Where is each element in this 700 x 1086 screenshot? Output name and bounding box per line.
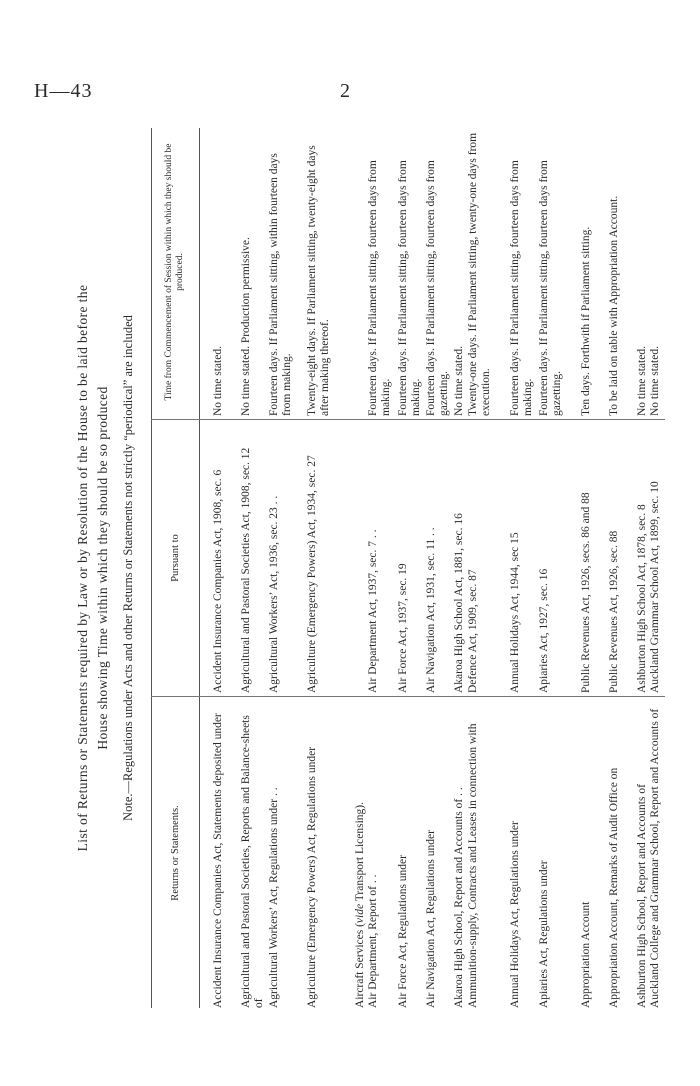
pursuant-cell: Public Revenues Act, 1926, sec. 88 [608, 530, 620, 693]
returns-cell: Ammunition-supply, Contracts and Leases in connection with [467, 723, 479, 1008]
time-cell: Twenty-eight days. If Parliament sitting, twenty-eight days after making thereof. [306, 145, 331, 416]
italic-word: vide [354, 903, 366, 924]
table-row [425, 128, 451, 1008]
table-row [397, 128, 423, 1008]
returns-main-line: Air Department, Report of . . [367, 874, 379, 1008]
page-number: 2 [340, 80, 351, 102]
pursuant-cell: Air Department Act, 1937, sec. 7 . . [367, 529, 379, 693]
returns-cell [354, 704, 380, 1008]
returns-cell: Agricultural Workers’ Act, Regulations under . . [268, 787, 280, 1008]
returns-cell: Annual Holidays Act, Regulations under [509, 821, 521, 1008]
returns-cell: Ashburton High School, Report and Accounts of [636, 784, 648, 1008]
time-cell: No time stated. [649, 346, 661, 416]
table-row [354, 128, 392, 1008]
column-header-returns: Returns or Statements. [169, 805, 181, 901]
pursuant-cell: Air Force Act, 1937, sec. 19 [397, 563, 409, 693]
header-top-rule [151, 128, 152, 1008]
pursuant-cell: Agricultural Workers’ Act, 1936, sec. 23 . . [268, 495, 280, 693]
time-cell: Fourteen days. If Parliament sitting, fourteen days from gazetting. [425, 160, 450, 416]
time-cell: No time stated. [453, 346, 465, 416]
pursuant-cell: Defence Act, 1909, sec. 87 [467, 569, 479, 693]
title-line-1: List of Returns or Statements required by Law or by Resolution of the House to be laid before the [75, 284, 90, 852]
time-cell: Fourteen days. If Parliament sitting, fourteen days from gazetting. [538, 160, 563, 416]
pursuant-cell: Apiaries Act, 1927, sec. 16 [538, 568, 550, 693]
time-cell: Ten days. Forthwith if Parliament sitting. [580, 226, 592, 416]
table-row [509, 128, 535, 1008]
pursuant-cell: Accident Insurance Companies Act, 1908, sec. 6 [212, 469, 224, 693]
returns-cell: Akaroa High School, Report and Accounts of . . [453, 787, 465, 1008]
time-cell: To be laid on table with Appropriation Account. [608, 195, 620, 416]
returns-cell: Auckland College and Grammar School, Report and Accounts of [649, 708, 661, 1008]
aircraft-services-line [354, 704, 367, 1008]
table-row [453, 128, 467, 1008]
time-cell: Fourteen days. If Parliament sitting, fourteen days from making. [397, 160, 422, 416]
table-row [240, 128, 266, 1008]
pursuant-cell: Public Revenues Act, 1926, secs. 86 and 88 [580, 492, 592, 693]
time-cell: Fourteen days. If Parliament sitting, fourteen days from making. [509, 160, 534, 416]
table-row [306, 128, 332, 1008]
returns-cell: Appropriation Account, Remarks of Audit Office on [608, 767, 620, 1008]
pursuant-cell: Air Navigation Act, 1931, sec. 11 . . [425, 527, 437, 693]
table-row [636, 128, 650, 1008]
pursuant-cell: Agriculture (Emergency Powers) Act, 1934, sec. 27 [306, 455, 318, 693]
italic-suffix: Transport Licensing). [354, 802, 366, 904]
pursuant-cell: Akaroa High School Act, 1881, sec. 16 [453, 513, 465, 693]
column-header-time: Time from Commencement of Session within which they should be produced. [164, 143, 185, 401]
table-row [212, 128, 238, 1008]
page-reference: H—43 [34, 80, 93, 102]
pursuant-cell: Agricultural and Pastoral Societies Act, 1908, sec. 12 [240, 447, 252, 693]
title-line-2: House showing Time within which they should be so produced [95, 386, 110, 750]
italic-prefix: Aircraft Services ( [354, 923, 366, 1008]
pursuant-cell: Auckland Grammar School Act, 1899, sec. 10 [649, 481, 661, 693]
time-cell: Twenty-one days. If Parliament sitting, twenty-one days from execution. [467, 132, 492, 416]
returns-cell: Agriculture (Emergency Powers) Act, Regulations under [306, 746, 318, 1008]
pursuant-cell: Annual Holidays Act, 1944, sec 15 [509, 532, 521, 693]
time-cell: No time stated. Production permissive. [240, 237, 252, 416]
table-row [538, 128, 578, 1008]
returns-cell: Accident Insurance Companies Act, Statements deposited under [212, 713, 224, 1008]
returns-cell: Appropriation Account [580, 901, 592, 1008]
time-cell: Fourteen days. If Parliament sitting, within fourteen days from making. [268, 153, 293, 416]
table-row [268, 128, 294, 1008]
note: Note.—Regulations under Acts and other Returns or Statements not strictly “periodical” are included [121, 315, 135, 821]
table-row [467, 128, 507, 1008]
table-row [649, 128, 675, 1008]
pursuant-cell: Ashburton High School Act, 1878, sec. 8 [636, 504, 648, 693]
returns-cell: Air Navigation Act, Regulations under [425, 830, 437, 1008]
time-cell: Fourteen days. If Parliament sitting, fourteen days from making. [367, 160, 392, 416]
table-row [608, 128, 634, 1008]
table-row [580, 128, 606, 1008]
header-bottom-rule [199, 128, 200, 1008]
returns-cell: Agricultural and Pastoral Societies, Reports and Balance-sheets of [240, 715, 265, 1008]
time-cell: No time stated. [212, 346, 224, 416]
time-cell: No time stated. [636, 346, 648, 416]
returns-cell: Air Force Act, Regulations under [397, 855, 409, 1008]
column-header-pursuant: Pursuant to [169, 534, 181, 582]
rotated-page-body [65, 128, 665, 1008]
returns-cell: Apiaries Act, Regulations under [538, 860, 550, 1008]
